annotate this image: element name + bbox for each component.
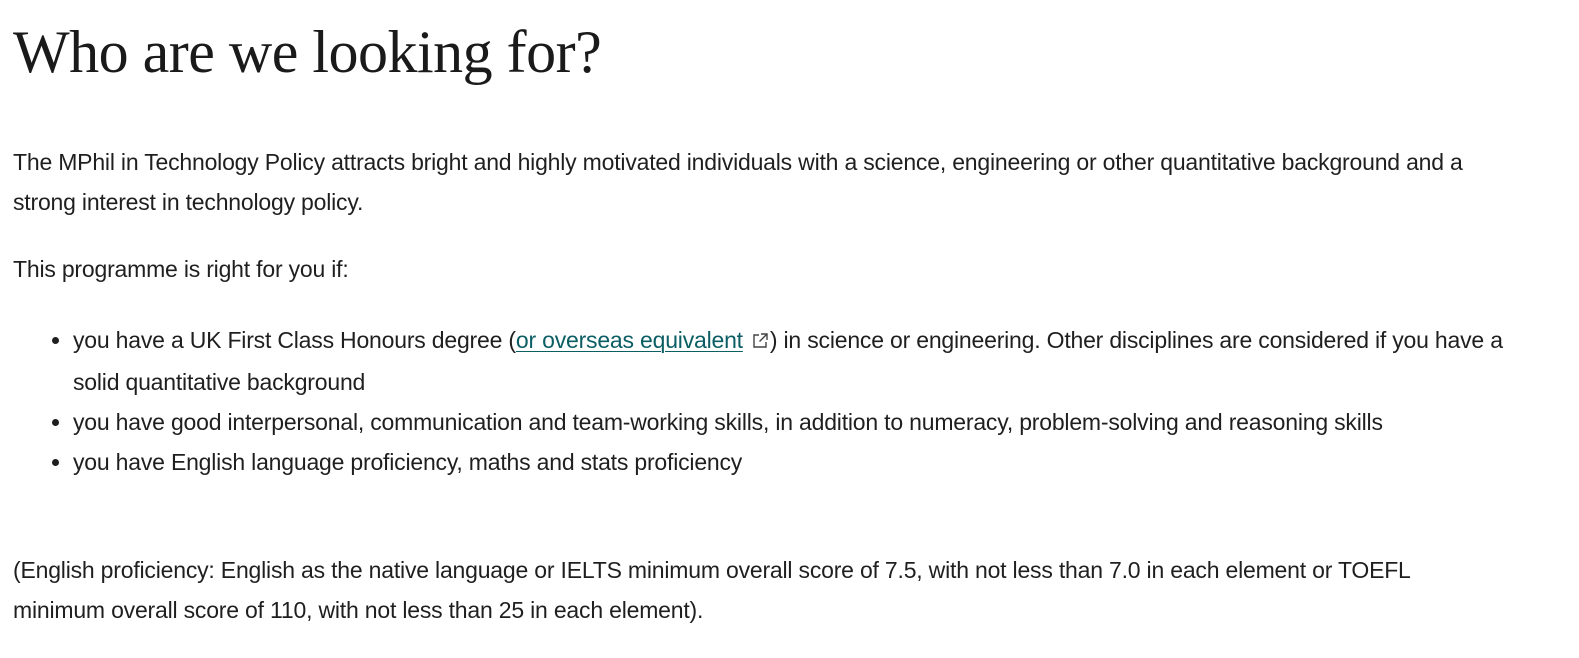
intro-paragraph: The MPhil in Technology Policy attracts bright and highly motivated individuals with a science, engineering or other quantitative background and a strong interest in technology policy. (13, 149, 1463, 215)
english-proficiency-note: (English proficiency: English as the native language or IELTS minimum overall score of 7.5, with not less than 7.0 in each element or TOEFL minimum overall score of 110, with not less than 25 in each element). (13, 557, 1410, 623)
list-item: • you have good interpersonal, communication and team-working skills, in addition to numeracy, problem-solving and reasoning skills (73, 402, 1513, 442)
overseas-equivalent-link[interactable]: or overseas equivalent (515, 327, 743, 353)
page-heading: Who are we looking for? (13, 19, 602, 85)
external-link-icon[interactable] (751, 322, 769, 362)
list-item (73, 320, 1513, 402)
list-item: • you have English language proficiency, maths and stats proficiency (73, 442, 1513, 482)
criteria-text-after-link: ) in science or engineering. Other disciplines are considered if you have a solid quantitative background (73, 327, 1503, 395)
criteria-text-before-link: you have a UK First Class Honours degree ( (73, 327, 516, 353)
criteria-list (13, 320, 1513, 482)
lead-paragraph: This programme is right for you if: (13, 256, 349, 282)
content-section (13, 0, 1553, 623)
